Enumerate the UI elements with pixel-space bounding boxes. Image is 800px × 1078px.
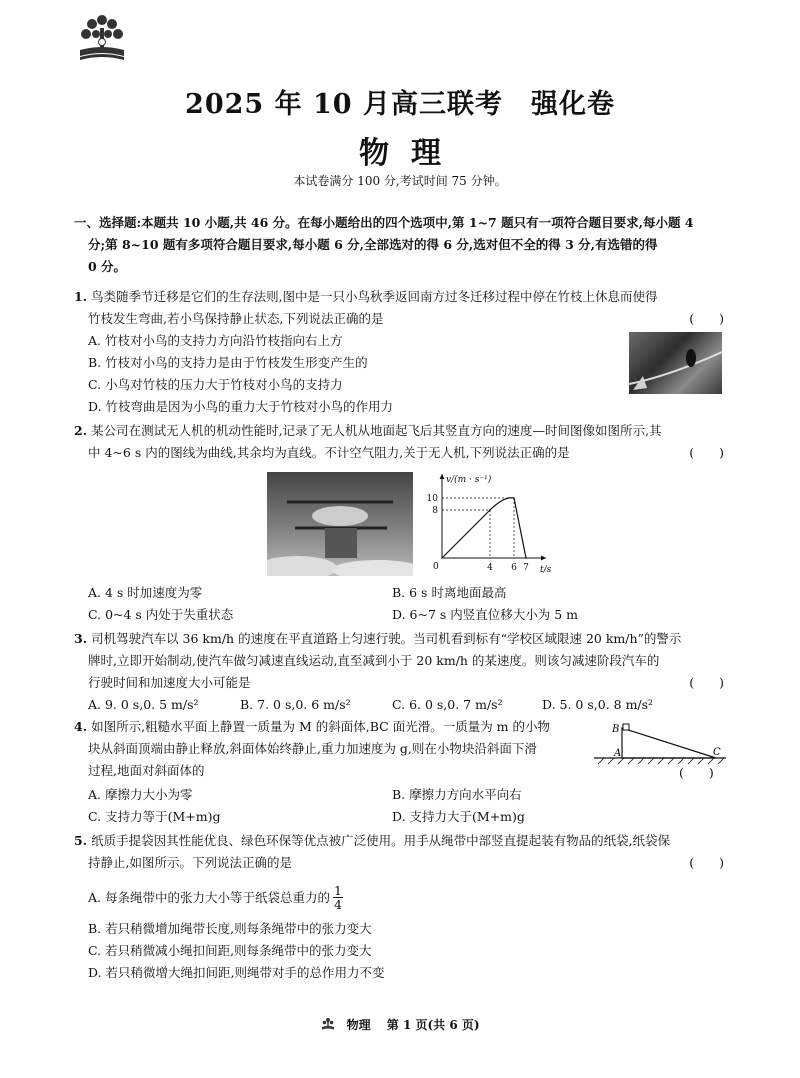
answer-bracket: ( ) xyxy=(689,311,724,326)
q2-option-a: A. 4 s 时加速度为零 xyxy=(88,585,203,600)
q3-option-c: C. 6. 0 s,0. 7 m/s² xyxy=(392,697,503,712)
section-instructions xyxy=(74,212,734,278)
q4-option-d: D. 支持力大于(M+m)g xyxy=(392,809,525,824)
fraction-numerator: 1 xyxy=(333,883,342,898)
q3-option-b: B. 7. 0 s,0. 6 m/s² xyxy=(240,697,351,712)
question-number: 5. xyxy=(74,833,88,848)
question-5 xyxy=(74,830,724,874)
question-number: 2. xyxy=(74,423,88,438)
q2-option-d: D. 6~7 s 内竖直位移大小为 5 m xyxy=(392,607,579,622)
question-text: 持静止,如图所示。下列说法正确的是 xyxy=(88,855,292,870)
footer-logo-icon xyxy=(320,1017,336,1031)
question-text: 牌时,立即开始制动,使汽车做匀减速直线运动,直至减到小于 20 km/h 的某速度。则该匀减速阶段汽车的 xyxy=(88,653,660,668)
page-title: 2025 年 10 月高三联考 强化卷 xyxy=(185,89,615,120)
exam-info: 本试卷满分 100 分,考试时间 75 分钟。 xyxy=(293,174,507,188)
data-point xyxy=(489,509,491,511)
question-2 xyxy=(74,420,724,464)
x-axis-label: t/s xyxy=(540,565,552,575)
q2-option-b: B. 6 s 时离地面最高 xyxy=(392,585,507,600)
q4-option-c: C. 支持力等于(M+m)g xyxy=(88,809,221,824)
q4-option-a: A. 摩擦力大小为零 xyxy=(88,787,193,802)
question-4 xyxy=(74,716,594,782)
data-point xyxy=(525,557,527,559)
subject-title: 物理 xyxy=(359,136,463,171)
y-axis-arrow xyxy=(440,474,445,479)
data-point xyxy=(441,557,443,559)
q1-option-b: B. 竹枝对小鸟的支持力是由于竹枝发生形变产生的 xyxy=(88,355,368,370)
question-number: 3. xyxy=(74,631,88,646)
question-text: 行驶时间和加速度大小可能是 xyxy=(88,675,251,690)
q5-option-b: B. 若只稍微增加绳带长度,则每条绳带中的张力变大 xyxy=(88,921,372,936)
section-line-2: 分;第 8~10 题有多项符合题目要求,每小题 6 分,全部选对的得 6 分,选对但不全的得 3 分,有选错的得 xyxy=(88,237,658,252)
question-text: 如图所示,粗糙水平面上静置一质量为 M 的斜面体,BC 面光滑。一质量为 m 的小物 xyxy=(91,719,551,734)
q5-option-a-text: A. 每条绳带中的张力大小等于纸袋总重力的 xyxy=(88,889,330,905)
point-a-label: A xyxy=(614,748,622,759)
q5-option-d: D. 若只稍微增大绳扣间距,则绳带对手的总作用力不变 xyxy=(88,965,385,980)
page-footer xyxy=(0,1016,800,1033)
q5-option-c: C. 若只稍微减小绳扣间距,则每条绳带中的张力变大 xyxy=(88,943,372,958)
question-number: 4. xyxy=(74,719,88,734)
answer-bracket: ( ) xyxy=(679,765,714,780)
exam-logo-icon xyxy=(74,10,130,66)
q5-option-a xyxy=(88,884,343,911)
q1-option-c: C. 小鸟对竹枝的压力大于竹枝对小鸟的支持力 xyxy=(88,377,343,392)
x-tick-label: 6 xyxy=(511,563,517,573)
bird-on-bamboo-photo xyxy=(629,332,722,394)
question-text: 过程,地面对斜面体的 xyxy=(88,763,205,778)
fraction-denominator: 4 xyxy=(333,897,342,912)
drone-photo xyxy=(267,472,413,576)
fraction xyxy=(333,884,343,911)
footer-subject: 物理 xyxy=(346,1018,371,1032)
section-line-3: 0 分。 xyxy=(88,259,127,274)
y-tick-label: 8 xyxy=(432,506,438,516)
answer-bracket: ( ) xyxy=(689,675,724,690)
x-axis-arrow xyxy=(541,556,546,561)
incline-diagram xyxy=(594,718,726,766)
question-text: 鸟类随季节迁移是它们的生存法则,图中是一只小鸟秋季返回南方过冬迁移过程中停在竹枝上休息而使得 xyxy=(91,289,658,304)
question-3 xyxy=(74,628,724,694)
q1-option-a: A. 竹枝对小鸟的支持力方向沿竹枝指向右上方 xyxy=(88,333,343,348)
q2-option-c: C. 0~4 s 内处于失重状态 xyxy=(88,607,234,622)
velocity-time-chart xyxy=(420,470,555,582)
x-tick-label: 7 xyxy=(523,563,529,573)
origin-label: 0 xyxy=(433,562,439,572)
question-text: 司机驾驶汽车以 36 km/h 的速度在平直道路上匀速行驶。当司机看到标有“学校区域限速 20 km/h”的警示 xyxy=(91,631,682,646)
question-text: 竹枝发生弯曲,若小鸟保持静止状态,下列说法正确的是 xyxy=(88,311,384,326)
answer-bracket: ( ) xyxy=(689,445,724,460)
answer-bracket: ( ) xyxy=(689,855,724,870)
q3-option-d: D. 5. 0 s,0. 8 m/s² xyxy=(542,697,654,712)
q3-option-a: A. 9. 0 s,0. 5 m/s² xyxy=(88,697,199,712)
question-number: 1. xyxy=(74,289,88,304)
question-text: 纸质手提袋因其性能优良、绿色环保等优点被广泛使用。用手从绳带中部竖直提起装有物品的纸袋,纸袋保 xyxy=(91,833,671,848)
question-text: 某公司在测试无人机的机动性能时,记录了无人机从地面起飞后其竖直方向的速度—时间图像如图所示,其 xyxy=(91,423,662,438)
data-point xyxy=(513,497,515,499)
q4-option-b: B. 摩擦力方向水平向右 xyxy=(392,787,522,802)
footer-page: 第 1 页(共 6 页) xyxy=(386,1018,480,1032)
velocity-series-line xyxy=(442,498,526,558)
question-text: 块从斜面顶端由静止释放,斜面体始终静止,重力加速度为 g,则在小物块沿斜面下滑 xyxy=(88,741,537,756)
y-axis-label: v/(m · s⁻¹) xyxy=(446,475,492,485)
question-1 xyxy=(74,286,724,330)
section-line-1: 一、选择题:本题共 10 小题,共 46 分。在每小题给出的四个选项中,第 1~7 题只有一项符合题目要求,每小题 4 xyxy=(74,215,694,230)
point-b-label: B xyxy=(612,724,620,735)
question-text: 中 4~6 s 内的图线为曲线,其余均为直线。不计空气阻力,关于无人机,下列说法正确的是 xyxy=(88,445,570,460)
point-c-label: C xyxy=(713,747,721,758)
q1-option-d: D. 竹枝弯曲是因为小鸟的重力大于竹枝对小鸟的作用力 xyxy=(88,399,394,414)
x-tick-label: 4 xyxy=(487,563,493,573)
y-tick-label: 10 xyxy=(426,494,438,504)
